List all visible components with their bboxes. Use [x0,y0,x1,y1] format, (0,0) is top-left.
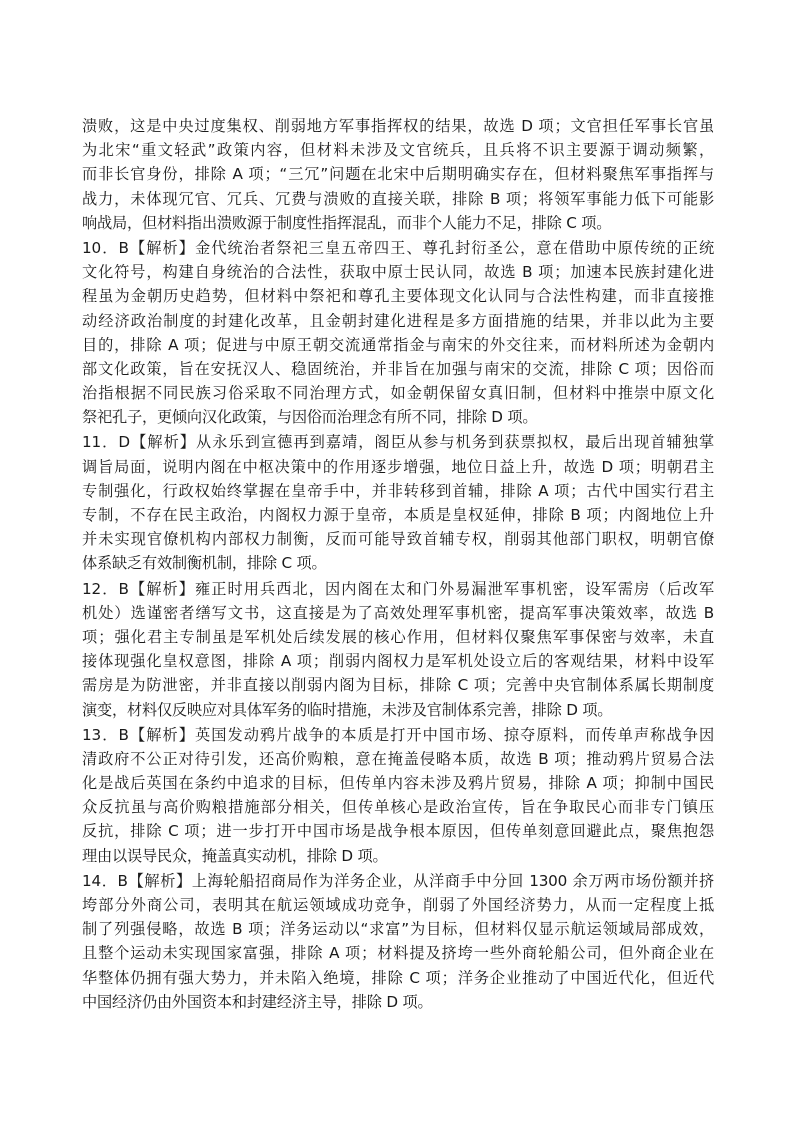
text-line: 演变，材料仅反映应对具体军务的临时措施，未涉及官制体系完善，排除 D 项。 [82,700,613,719]
text-line: 溃败，这是中央过度集权、削弱地方军事指挥权的结果，故选 D 项；文官担任军事长官虽 [82,117,714,135]
text-line: 华整体仍拥有强大势力，并未陷入绝境，排除 C 项；洋务企业推动了中国近代化，但近代 [82,968,714,987]
text-line: 文化符号，构建自身统治的合法性，获取中原士民认同，故选 B 项；加速本民族封建化进 [82,263,714,282]
text-line: 并未实现官僚机构内部权力制衡，反而可能导致首辅专权，削弱其他部门职权，明朝官僚 [82,530,714,549]
text-line: 响战局，但材料指出溃败源于制度性指挥混乱，而非个人能力不足，排除 C 项。 [82,213,612,232]
paragraph-continued [82,114,714,235]
text-line: 而非长官身份，排除 A 项；“三冗”问题在北宋中后期明确实存在，但材料聚焦军事指挥与 [82,165,714,184]
explanation-q12 [82,577,714,722]
explanation-q11 [82,430,714,575]
text-line: 程虽为金朝历史趋势，但材料中祭祀和尊孔主要体现文化认同与合法性构建，而非直接推 [82,287,714,306]
text-line: 需房是为防泄密，并非直接以削弱内阁为目标，排除 C 项；完善中央官制体系属长期制度 [82,676,714,695]
text-line: 调旨局面，说明内阁在中枢决策中的作用逐步增强，地位日益上升，故选 D 项；明朝君主 [82,457,714,476]
text-line: 治指根据不同民族习俗采取不同治理方式，如金朝保留女真旧制，但材料中推崇中原文化 [82,384,714,403]
text-line: 众反抗虽与高价购粮措施部分相关，但传单核心是政治宣传，旨在争取民心而非专门镇压 [82,798,714,817]
text-line: 战力，未体现冗官、冗兵、冗费与溃败的直接关联，排除 B 项；将领军事能力低下可能影 [82,189,714,208]
explanation-q13 [82,723,714,868]
text-line: 专制强化，行政权始终掌握在皇帝手中，并非转移到首辅，排除 A 项；古代中国实行君主 [82,481,714,500]
text-line: 部文化政策，旨在安抚汉人、稳固统治，并非旨在加强与南宋的交流，排除 C 项；因俗而 [82,359,714,378]
text-line: 化是战后英国在条约中追求的目标，但传单内容未涉及鸦片贸易，排除 A 项；抑制中国民 [82,774,714,793]
explanation-q14 [82,869,714,1014]
text-line: 12．B【解析】雍正时用兵西北，因内阁在太和门外易漏泄军事机密，设军需房（后改军 [82,579,714,598]
text-line: 10．B【解析】金代统治者祭祀三皇五帝四王、尊孔封衍圣公，意在借助中原传统的正统 [82,238,714,257]
text-line: 目的，排除 A 项；促进与中原王朝交流通常指金与南宋的外交往来，而材料所述为金朝内 [82,335,714,354]
text-line: 动经济政治制度的封建化改革，且金朝封建化进程是多方面措施的结果，并非以此为主要 [82,311,714,330]
text-line: 清政府不公正对待引发，还高价购粮，意在掩盖侵略本质，故选 B 项；推动鸦片贸易合法 [82,749,714,768]
text-line: 垮部分外商公司，表明其在航运领域成功竞争，削弱了外国经济势力，从而一定程度上抵 [82,896,714,914]
text-line: 接体现强化皇权意图，排除 A 项；削弱内阁权力是军机处设立后的客观结果，材料中设军 [82,652,714,671]
text-line: 13．B【解析】英国发动鸦片战争的本质是打开中国市场、掠夺原料，而传单声称战争因 [82,725,714,744]
text-line: 机处）选谨密者缮写文书，这直接是为了高效处理军事机密，提高军事决策效率，故选 B [82,603,714,622]
text-line: 反抗，排除 C 项；进一步打开中国市场是战争根本原因，但传单刻意回避此点，聚焦抱怨 [82,822,714,841]
text-line: 11．D【解析】从永乐到宣德再到嘉靖，阁臣从参与机务到获票拟权，最后出现首辅独掌 [82,433,714,452]
text-line: 祭祀孔子，更倾向汉化政策，与因俗而治理念有所不同，排除 D 项。 [82,408,538,427]
text-line: 体系缺乏有效制衡机制，排除 C 项。 [82,554,327,573]
answer-explanations [82,114,714,1015]
text-line: 项；强化君主专制虽是军机处后续发展的核心作用，但材料仅聚焦军事保密与效率，未直 [82,627,714,646]
text-line: 制了列强侵略，故选 B 项；洋务运动以“求富”为目标，但材料仅显示航运领域局部成效， [82,920,714,939]
text-line: 且整个运动未实现国家富强，排除 A 项；材料提及挤垮一些外商轮船公司，但外商企业在 [82,944,714,963]
text-line: 为北宋“重文轻武”政策内容，但材料未涉及文官统兵，且兵将不识主要源于调动频繁， [82,141,714,160]
text-line: 14．B【解析】上海轮船招商局作为洋务企业，从洋商手中分回 1300 余万两市场份额并挤 [82,871,714,890]
text-line: 理由以误导民众，掩盖真实动机，排除 D 项。 [82,846,388,865]
explanation-q10 [82,236,714,430]
text-line: 专制，不存在民主政治，内阁权力源于皇帝，本质是皇权延伸，排除 B 项；内阁地位上升 [82,506,714,524]
text-line: 中国经济仍由外国资本和封建经济主导，排除 D 项。 [82,992,433,1011]
